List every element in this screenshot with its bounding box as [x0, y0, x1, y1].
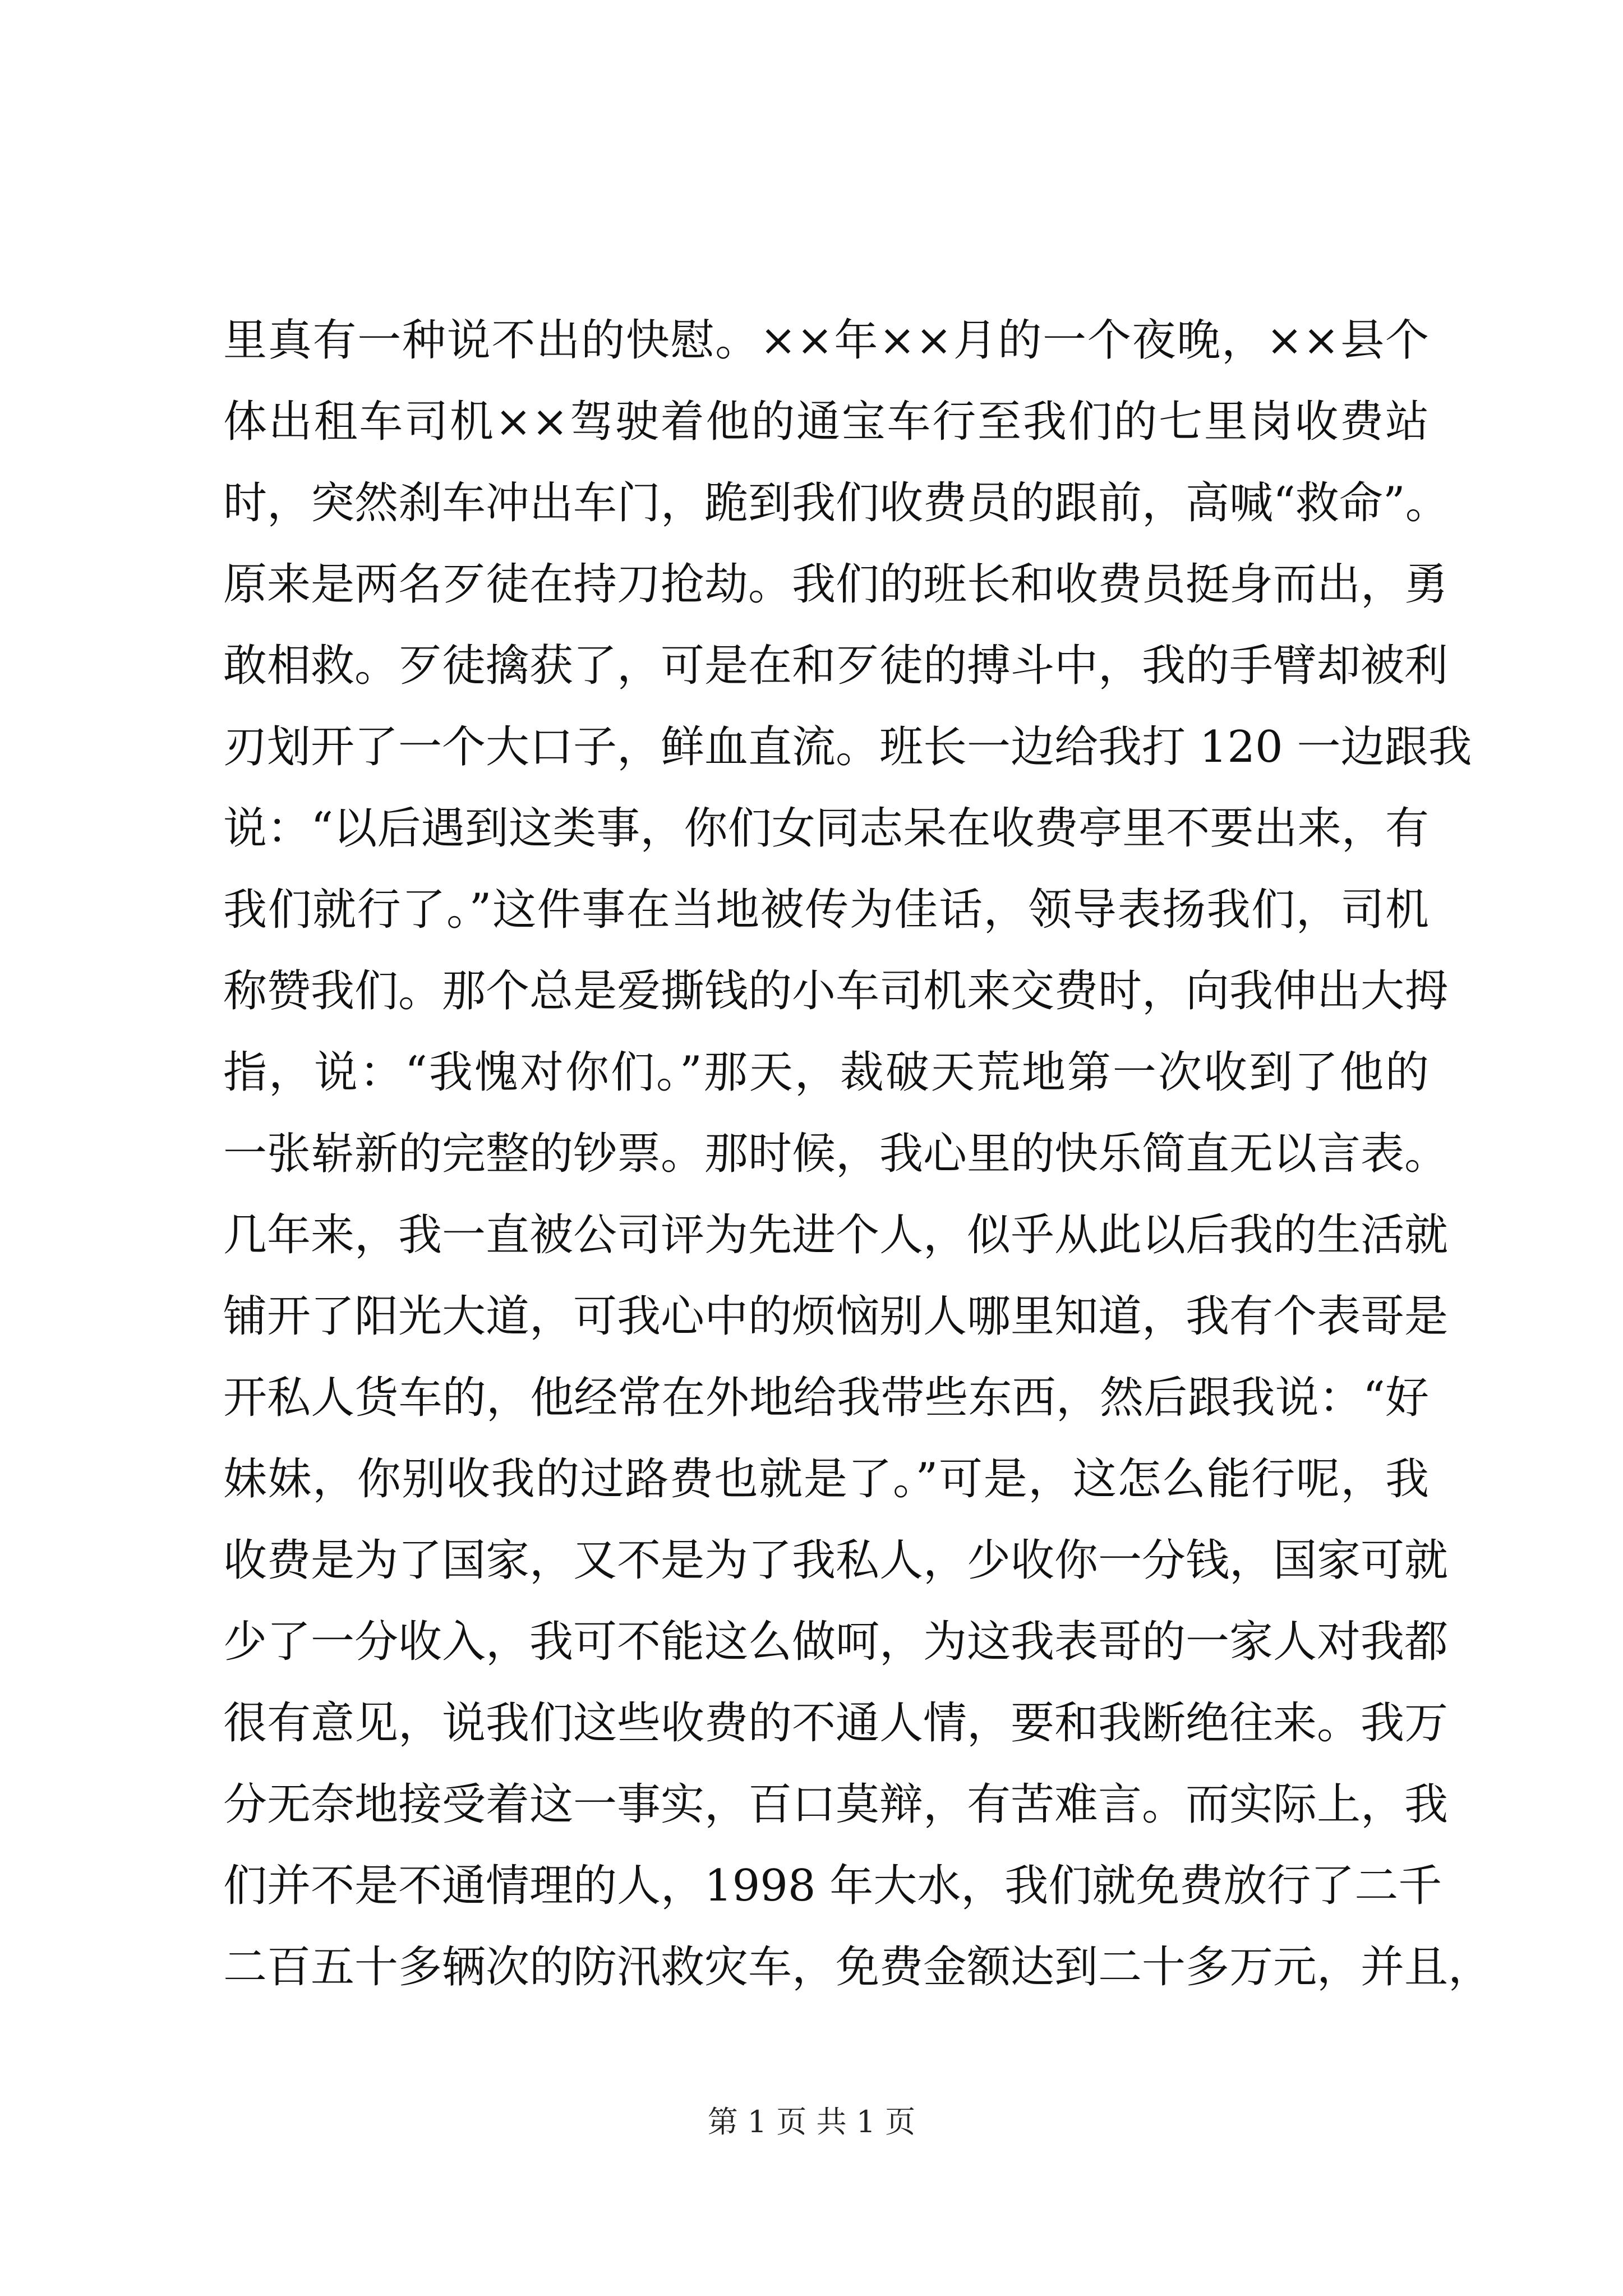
text-line: 原来是两名歹徒在持刀抢劫。我们的班长和收费员挺身而出，勇 — [223, 559, 1449, 610]
page-footer: 第 1 页 共 1 页 — [707, 2104, 916, 2139]
text-line: 分无奈地接受着这一事实，百口莫辩，有苦难言。而实际上，我 — [223, 1779, 1449, 1830]
text-line: 少了一分收入，我可不能这么做呵，为这我表哥的一家人对我都 — [223, 1617, 1449, 1667]
text-line: 们并不是不通情理的人，1998 年大水，我们就免费放行了二千 — [223, 1861, 1442, 1911]
text-line: 说：“以后遇到这类事，你们女同志呆在收费亭里不要出来，有 — [223, 803, 1429, 854]
text-line: 收费是为了国家，又不是为了我私人，少收你一分钱，国家可就 — [223, 1535, 1449, 1586]
text-line: 体出租车司机××驾驶着他的通宝车行至我们的七里岗收费站 — [223, 397, 1429, 447]
text-line: 时，突然刹车冲出车门，跪到我们收费员的跟前，高喊“救命”。 — [223, 478, 1449, 528]
body-text — [223, 300, 1492, 2008]
text-line: 里真有一种说不出的快慰。××年××月的一个夜晚，××县个 — [223, 315, 1429, 366]
text-line: 二百五十多辆次的防汛救灾车，免费金额达到二十多万元，并且， — [223, 1942, 1492, 1993]
text-line: 铺开了阳光大道，可我心中的烦恼别人哪里知道，我有个表哥是 — [223, 1291, 1449, 1342]
text-line: 指，说：“我愧对你们。”那天，裁破天荒地第一次收到了他的 — [223, 1047, 1429, 1098]
text-line: 开私人货车的，他经常在外地给我带些东西，然后跟我说：“好 — [223, 1373, 1429, 1423]
text-line: 妹妹，你别收我的过路费也就是了。”可是，这怎么能行呢，我 — [223, 1454, 1429, 1504]
text-line: 我们就行了。”这件事在当地被传为佳话，领导表扬我们，司机 — [223, 885, 1429, 935]
text-line: 几年来，我一直被公司评为先进个人，似乎从此以后我的生活就 — [223, 1210, 1449, 1260]
text-line: 刃划开了一个大口子，鲜血直流。班长一边给我打 120 一边跟我 — [223, 722, 1472, 772]
text-line: 敢相救。歹徒擒获了，可是在和歹徒的搏斗中，我的手臂却被利 — [223, 641, 1449, 691]
text-line: 很有意见，说我们这些收费的不通人情，要和我断绝往来。我万 — [223, 1698, 1449, 1749]
text-line: 一张崭新的完整的钞票。那时候，我心里的快乐简直无以言表。 — [223, 1129, 1449, 1179]
text-line: 称赞我们。那个总是爱撕钱的小车司机来交费时，向我伸出大拇 — [223, 966, 1449, 1016]
